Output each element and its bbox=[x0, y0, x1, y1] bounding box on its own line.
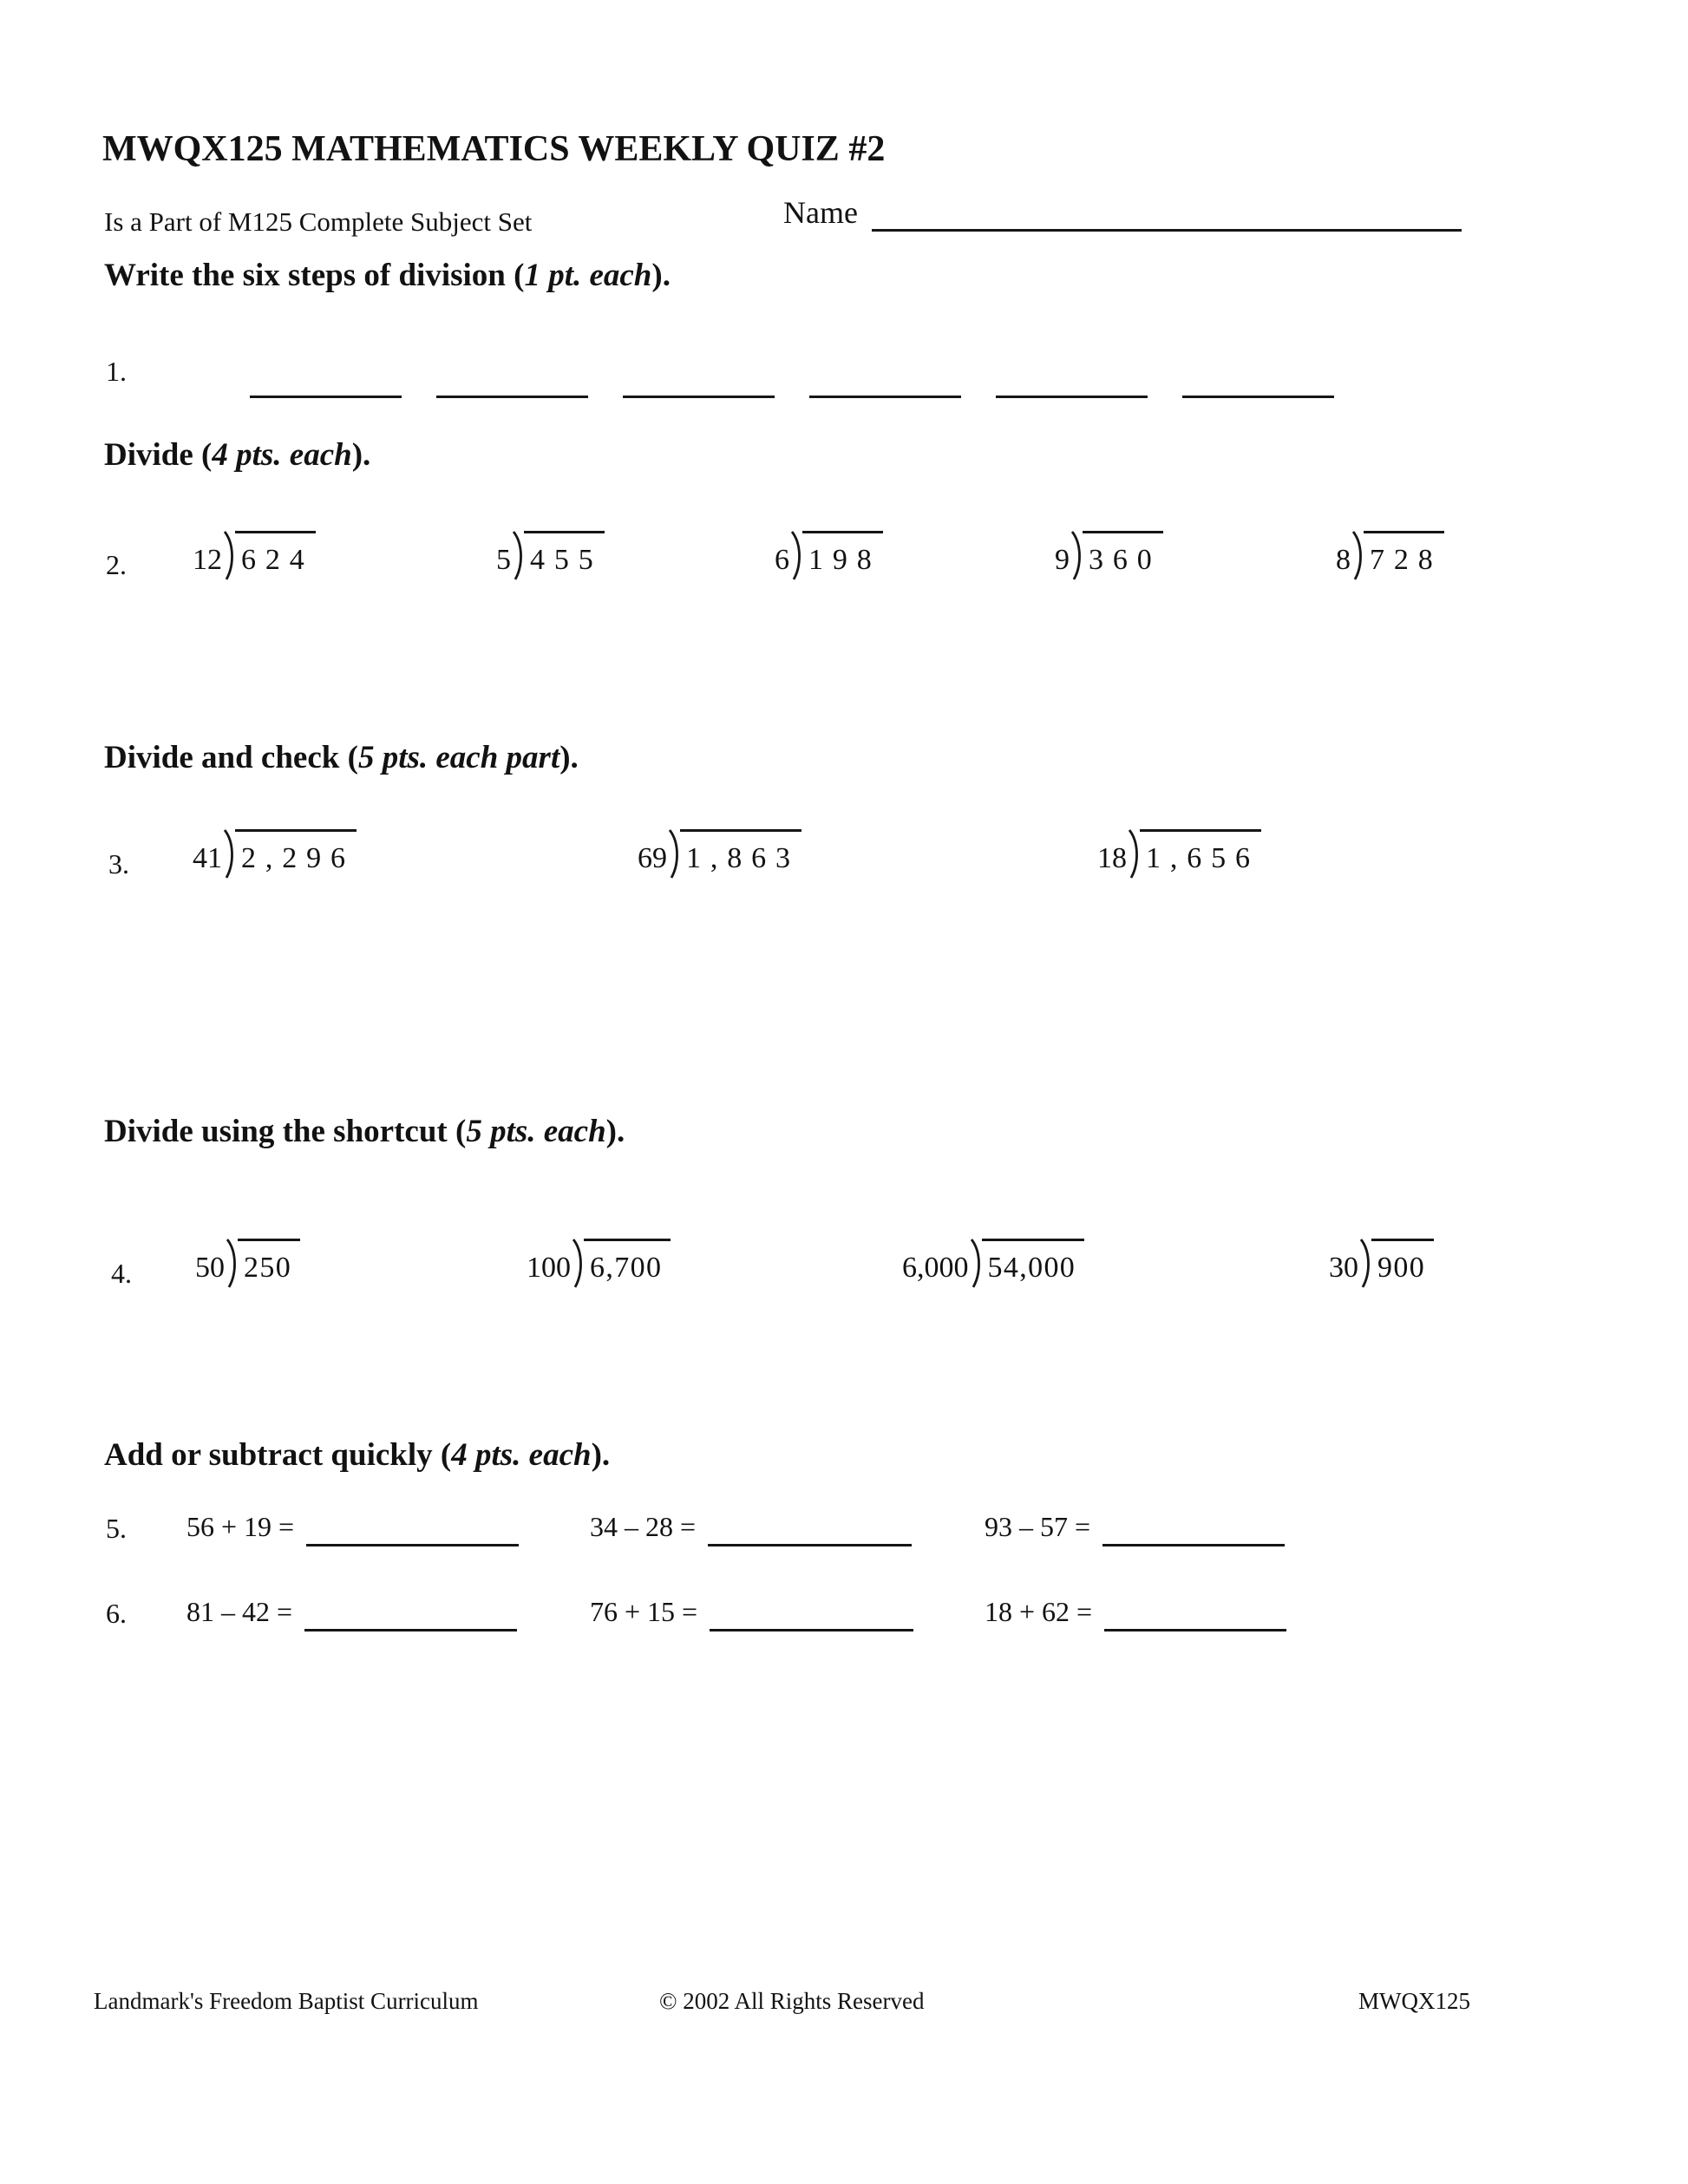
section2-heading bbox=[104, 436, 370, 474]
division-problem bbox=[902, 1239, 1084, 1288]
dividend: 54,000 bbox=[982, 1239, 1085, 1285]
divisor: 50 bbox=[195, 1252, 225, 1284]
equation-expression: 18 + 62 = bbox=[985, 1596, 1093, 1627]
heading-text: ). bbox=[605, 1114, 625, 1149]
divisor: 69 bbox=[638, 842, 667, 874]
equation-expression: 81 – 42 = bbox=[186, 1596, 293, 1627]
heading-points: 4 pts. each bbox=[212, 437, 352, 473]
answer-blank[interactable] bbox=[710, 1629, 913, 1631]
q3-number: 3. bbox=[108, 848, 129, 879]
division-bracket-icon bbox=[1128, 829, 1141, 879]
q2-number: 2. bbox=[106, 549, 127, 580]
division-problem bbox=[193, 531, 316, 580]
heading-text: Divide and check ( bbox=[104, 740, 358, 775]
heading-text: Write the six steps of division ( bbox=[104, 258, 525, 293]
divisor: 12 bbox=[193, 544, 222, 576]
answer-blank[interactable] bbox=[996, 371, 1148, 398]
dividend: 198 bbox=[802, 531, 883, 577]
division-bracket-icon bbox=[223, 829, 236, 879]
heading-text: ). bbox=[591, 1437, 611, 1473]
dividend: 1,863 bbox=[680, 829, 801, 875]
heading-text: ). bbox=[651, 258, 671, 293]
heading-points: 4 pts. each bbox=[451, 1437, 592, 1473]
divisor: 6 bbox=[775, 544, 789, 576]
equation-item bbox=[590, 1511, 912, 1546]
division-bracket-icon bbox=[1070, 531, 1083, 580]
q6-number: 6. bbox=[106, 1598, 127, 1629]
answer-blank[interactable] bbox=[304, 1629, 517, 1631]
heading-points: 1 pt. each bbox=[524, 258, 652, 293]
answer-blank[interactable] bbox=[1102, 1544, 1285, 1546]
division-bracket-icon bbox=[223, 531, 236, 580]
heading-text: Divide ( bbox=[104, 437, 213, 473]
dividend: 360 bbox=[1083, 531, 1163, 577]
answer-blank[interactable] bbox=[708, 1544, 912, 1546]
answer-blank[interactable] bbox=[809, 371, 961, 398]
division-bracket-icon bbox=[512, 531, 525, 580]
division-problem bbox=[496, 531, 605, 580]
name-input-line[interactable] bbox=[872, 229, 1462, 232]
section4-heading bbox=[104, 1113, 625, 1150]
equation-item bbox=[186, 1596, 517, 1631]
division-bracket-icon bbox=[790, 531, 803, 580]
equation-item bbox=[985, 1596, 1286, 1631]
heading-text: Divide using the shortcut ( bbox=[104, 1114, 467, 1149]
division-bracket-icon bbox=[1359, 1239, 1372, 1288]
dividend: 728 bbox=[1364, 531, 1444, 577]
divisor: 5 bbox=[496, 544, 511, 576]
equation-item bbox=[186, 1511, 519, 1546]
divisor: 100 bbox=[527, 1252, 571, 1284]
answer-blank[interactable] bbox=[436, 371, 588, 398]
answer-blank[interactable] bbox=[623, 371, 775, 398]
heading-text: ). bbox=[351, 437, 371, 473]
equation-expression: 93 – 57 = bbox=[985, 1511, 1091, 1542]
division-problem bbox=[1055, 531, 1163, 580]
footer-code: MWQX125 bbox=[1358, 1988, 1470, 2014]
division-problem bbox=[193, 829, 357, 879]
equation-expression: 76 + 15 = bbox=[590, 1596, 698, 1627]
section1-heading bbox=[104, 257, 671, 294]
equation-expression: 56 + 19 = bbox=[186, 1511, 295, 1542]
section5-heading bbox=[104, 1436, 610, 1474]
dividend: 455 bbox=[524, 531, 605, 577]
divisor: 6,000 bbox=[902, 1252, 969, 1284]
equation-item bbox=[590, 1596, 913, 1631]
name-row bbox=[783, 194, 1462, 232]
q1-number: 1. bbox=[106, 356, 127, 387]
footer-publisher: Landmark's Freedom Baptist Curriculum bbox=[94, 1988, 479, 2014]
division-bracket-icon bbox=[668, 829, 681, 879]
q5-number: 5. bbox=[106, 1513, 127, 1544]
division-problem bbox=[527, 1239, 671, 1288]
q4-number: 4. bbox=[111, 1258, 132, 1289]
heading-text: Add or subtract quickly ( bbox=[104, 1437, 452, 1473]
dividend: 6,700 bbox=[584, 1239, 671, 1285]
divisor: 8 bbox=[1336, 544, 1351, 576]
divisor: 41 bbox=[193, 842, 222, 874]
heading-points: 5 pts. each bbox=[466, 1114, 606, 1149]
divisor: 9 bbox=[1055, 544, 1070, 576]
equation-item bbox=[985, 1511, 1285, 1546]
division-problem bbox=[1336, 531, 1444, 580]
name-label: Name bbox=[783, 195, 858, 230]
division-problem bbox=[1329, 1239, 1434, 1288]
division-bracket-icon bbox=[970, 1239, 983, 1288]
footer-copyright: © 2002 All Rights Reserved bbox=[659, 1988, 925, 2014]
division-bracket-icon bbox=[572, 1239, 585, 1288]
divisor: 30 bbox=[1329, 1252, 1358, 1284]
heading-text: ). bbox=[559, 740, 579, 775]
equation-expression: 34 – 28 = bbox=[590, 1511, 697, 1542]
divisor: 18 bbox=[1097, 842, 1127, 874]
answer-blank[interactable] bbox=[1182, 371, 1334, 398]
division-bracket-icon bbox=[1351, 531, 1364, 580]
heading-points: 5 pts. each part bbox=[357, 740, 560, 775]
division-problem bbox=[775, 531, 883, 580]
dividend: 2,296 bbox=[235, 829, 357, 875]
division-problem bbox=[638, 829, 801, 879]
q1-blanks-row bbox=[250, 371, 1334, 398]
subtitle: Is a Part of M125 Complete Subject Set bbox=[104, 206, 533, 237]
division-problem bbox=[195, 1239, 300, 1288]
answer-blank[interactable] bbox=[1104, 1629, 1286, 1631]
answer-blank[interactable] bbox=[250, 371, 402, 398]
dividend: 1,656 bbox=[1140, 829, 1261, 875]
section3-heading bbox=[104, 739, 579, 776]
division-bracket-icon bbox=[226, 1239, 239, 1288]
division-problem bbox=[1097, 829, 1261, 879]
dividend: 900 bbox=[1371, 1239, 1434, 1285]
dividend: 624 bbox=[235, 531, 316, 577]
page-title: MWQX125 MATHEMATICS WEEKLY QUIZ #2 bbox=[102, 129, 886, 169]
answer-blank[interactable] bbox=[306, 1544, 519, 1546]
dividend: 250 bbox=[238, 1239, 300, 1285]
